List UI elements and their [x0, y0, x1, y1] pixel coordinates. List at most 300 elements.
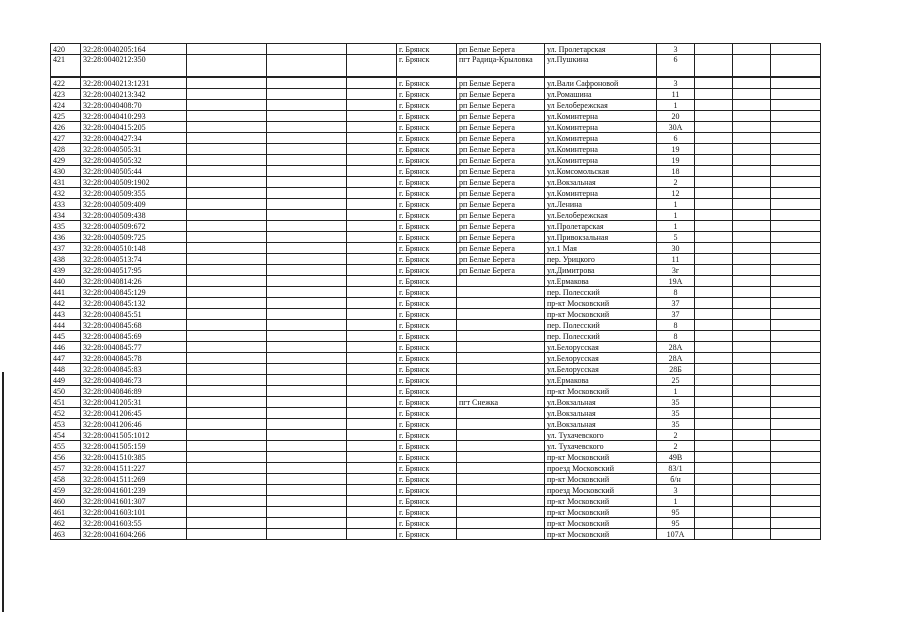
cadastral-number-cell: 32:28:0040845:77	[81, 342, 187, 353]
row-number-cell: 439	[51, 265, 81, 276]
city-cell: г. Брянск	[397, 265, 457, 276]
empty-cell	[267, 210, 347, 221]
empty-cell	[695, 122, 733, 133]
street-cell: пр-кт Московский	[545, 529, 657, 540]
row-number-cell: 435	[51, 221, 81, 232]
empty-cell	[733, 474, 771, 485]
table-row	[51, 100, 821, 111]
city-cell: г. Брянск	[397, 419, 457, 430]
empty-cell	[771, 111, 821, 122]
empty-cell	[733, 111, 771, 122]
house-number-cell: 3	[657, 77, 695, 89]
city-cell: г. Брянск	[397, 166, 457, 177]
house-number-cell: 25	[657, 375, 695, 386]
street-cell: пр-кт Московский	[545, 474, 657, 485]
empty-cell	[267, 441, 347, 452]
street-cell: пр-кт Московский	[545, 507, 657, 518]
city-cell: г. Брянск	[397, 298, 457, 309]
empty-cell	[267, 188, 347, 199]
street-cell: ул.Пролетарская	[545, 221, 657, 232]
house-number-cell: 28А	[657, 342, 695, 353]
property-register-table	[50, 43, 821, 540]
empty-cell	[347, 386, 397, 397]
street-cell: ул.Белобережская	[545, 210, 657, 221]
house-number-cell: 1	[657, 199, 695, 210]
city-cell: г. Брянск	[397, 397, 457, 408]
row-number-cell: 460	[51, 496, 81, 507]
table-row	[51, 507, 821, 518]
empty-cell	[733, 496, 771, 507]
row-number-cell: 426	[51, 122, 81, 133]
empty-cell	[733, 419, 771, 430]
empty-cell	[695, 89, 733, 100]
cadastral-number-cell: 32:28:0040845:69	[81, 331, 187, 342]
row-number-cell: 442	[51, 298, 81, 309]
empty-cell	[695, 254, 733, 265]
empty-cell	[695, 287, 733, 298]
street-cell: ул.Ленина	[545, 199, 657, 210]
house-number-cell: 19А	[657, 276, 695, 287]
empty-cell	[695, 243, 733, 254]
empty-cell	[267, 221, 347, 232]
house-number-cell: 18	[657, 166, 695, 177]
locality-cell	[457, 496, 545, 507]
empty-cell	[733, 188, 771, 199]
street-cell: ул.Коминтерна	[545, 122, 657, 133]
table-row	[51, 232, 821, 243]
cadastral-number-cell: 32:28:0040505:32	[81, 155, 187, 166]
empty-cell	[347, 397, 397, 408]
table-row	[51, 276, 821, 287]
house-number-cell: 8	[657, 320, 695, 331]
city-cell: г. Брянск	[397, 221, 457, 232]
city-cell: г. Брянск	[397, 77, 457, 89]
cadastral-number-cell: 32:28:0041603:55	[81, 518, 187, 529]
city-cell: г. Брянск	[397, 44, 457, 55]
empty-cell	[695, 408, 733, 419]
empty-cell	[267, 408, 347, 419]
house-number-cell: б/н	[657, 474, 695, 485]
city-cell: г. Брянск	[397, 144, 457, 155]
street-cell: ул. Пролетарская	[545, 44, 657, 55]
cadastral-number-cell: 32:28:0040205:164	[81, 44, 187, 55]
city-cell: г. Брянск	[397, 408, 457, 419]
empty-cell	[267, 111, 347, 122]
street-cell: ул.1 Мая	[545, 243, 657, 254]
empty-cell	[267, 155, 347, 166]
row-number-cell: 440	[51, 276, 81, 287]
cadastral-number-cell: 32:28:0040517:95	[81, 265, 187, 276]
empty-cell	[267, 331, 347, 342]
row-number-cell: 428	[51, 144, 81, 155]
empty-cell	[733, 331, 771, 342]
empty-cell	[695, 496, 733, 507]
cadastral-number-cell: 32:28:0040845:51	[81, 309, 187, 320]
empty-cell	[695, 507, 733, 518]
house-number-cell: 1	[657, 210, 695, 221]
table-row	[51, 188, 821, 199]
empty-cell	[771, 331, 821, 342]
locality-cell	[457, 364, 545, 375]
empty-cell	[187, 331, 267, 342]
empty-cell	[267, 166, 347, 177]
street-cell: проезд Московский	[545, 485, 657, 496]
row-number-cell: 421	[51, 55, 81, 78]
cadastral-number-cell: 32:28:0040212:350	[81, 55, 187, 78]
empty-cell	[733, 298, 771, 309]
city-cell: г. Брянск	[397, 485, 457, 496]
table-row	[51, 485, 821, 496]
street-cell: ул.Ермакова	[545, 276, 657, 287]
empty-cell	[695, 463, 733, 474]
locality-cell	[457, 342, 545, 353]
empty-cell	[187, 408, 267, 419]
table-row	[51, 243, 821, 254]
locality-cell	[457, 287, 545, 298]
city-cell: г. Брянск	[397, 353, 457, 364]
empty-cell	[347, 463, 397, 474]
street-cell: ул.Коминтерна	[545, 111, 657, 122]
house-number-cell: 35	[657, 397, 695, 408]
locality-cell	[457, 474, 545, 485]
empty-cell	[771, 518, 821, 529]
empty-cell	[771, 221, 821, 232]
table-row	[51, 298, 821, 309]
empty-cell	[187, 188, 267, 199]
empty-cell	[733, 386, 771, 397]
street-cell: проезд Московский	[545, 463, 657, 474]
empty-cell	[733, 155, 771, 166]
empty-cell	[771, 77, 821, 89]
street-cell: ул.Коминтерна	[545, 144, 657, 155]
empty-cell	[347, 55, 397, 78]
cadastral-number-cell: 32:28:0040505:31	[81, 144, 187, 155]
cadastral-number-cell: 32:28:0041511:227	[81, 463, 187, 474]
street-cell: ул Белобережская	[545, 100, 657, 111]
house-number-cell: 6	[657, 55, 695, 78]
empty-cell	[733, 463, 771, 474]
empty-cell	[347, 529, 397, 540]
row-number-cell: 445	[51, 331, 81, 342]
empty-cell	[695, 419, 733, 430]
table-row	[51, 408, 821, 419]
row-number-cell: 432	[51, 188, 81, 199]
cadastral-number-cell: 32:28:0040509:438	[81, 210, 187, 221]
row-number-cell: 420	[51, 44, 81, 55]
table-row	[51, 199, 821, 210]
empty-cell	[267, 265, 347, 276]
table-row	[51, 342, 821, 353]
empty-cell	[187, 452, 267, 463]
empty-cell	[347, 474, 397, 485]
empty-cell	[733, 122, 771, 133]
empty-cell	[187, 177, 267, 188]
locality-cell	[457, 463, 545, 474]
empty-cell	[187, 111, 267, 122]
house-number-cell: 6	[657, 133, 695, 144]
cadastral-number-cell: 32:28:0040510:148	[81, 243, 187, 254]
house-number-cell: 1	[657, 100, 695, 111]
empty-cell	[187, 44, 267, 55]
house-number-cell: 107А	[657, 529, 695, 540]
table-row	[51, 122, 821, 133]
empty-cell	[733, 353, 771, 364]
city-cell: г. Брянск	[397, 463, 457, 474]
table-row	[51, 353, 821, 364]
house-number-cell: 8	[657, 287, 695, 298]
empty-cell	[733, 265, 771, 276]
empty-cell	[347, 452, 397, 463]
city-cell: г. Брянск	[397, 177, 457, 188]
row-number-cell: 422	[51, 77, 81, 89]
empty-cell	[347, 298, 397, 309]
house-number-cell: 2	[657, 177, 695, 188]
city-cell: г. Брянск	[397, 276, 457, 287]
table-row	[51, 320, 821, 331]
city-cell: г. Брянск	[397, 430, 457, 441]
empty-cell	[733, 529, 771, 540]
house-number-cell: 28Б	[657, 364, 695, 375]
empty-cell	[771, 529, 821, 540]
empty-cell	[695, 133, 733, 144]
city-cell: г. Брянск	[397, 518, 457, 529]
table-row	[51, 518, 821, 529]
locality-cell: рп Белые Берега	[457, 89, 545, 100]
empty-cell	[771, 144, 821, 155]
empty-cell	[347, 320, 397, 331]
empty-cell	[187, 155, 267, 166]
empty-cell	[733, 210, 771, 221]
table-row	[51, 155, 821, 166]
empty-cell	[771, 155, 821, 166]
empty-cell	[267, 77, 347, 89]
empty-cell	[267, 133, 347, 144]
empty-cell	[267, 100, 347, 111]
empty-cell	[695, 474, 733, 485]
empty-cell	[771, 243, 821, 254]
empty-cell	[771, 44, 821, 55]
city-cell: г. Брянск	[397, 529, 457, 540]
house-number-cell: 3	[657, 44, 695, 55]
street-cell: ул.Привокзальная	[545, 232, 657, 243]
locality-cell	[457, 518, 545, 529]
empty-cell	[733, 507, 771, 518]
house-number-cell: 30	[657, 243, 695, 254]
empty-cell	[347, 44, 397, 55]
locality-cell	[457, 441, 545, 452]
empty-cell	[347, 89, 397, 100]
empty-cell	[695, 111, 733, 122]
empty-cell	[267, 298, 347, 309]
empty-cell	[771, 386, 821, 397]
table-row	[51, 430, 821, 441]
city-cell: г. Брянск	[397, 89, 457, 100]
table-row	[51, 144, 821, 155]
house-number-cell: 37	[657, 298, 695, 309]
empty-cell	[187, 144, 267, 155]
table-row	[51, 386, 821, 397]
empty-cell	[347, 133, 397, 144]
street-cell: ул.Димитрова	[545, 265, 657, 276]
street-cell: пер. Полесский	[545, 320, 657, 331]
empty-cell	[733, 133, 771, 144]
table-row	[51, 441, 821, 452]
empty-cell	[733, 232, 771, 243]
row-number-cell: 456	[51, 452, 81, 463]
cadastral-number-cell: 32:28:0041601:239	[81, 485, 187, 496]
table-row	[51, 331, 821, 342]
empty-cell	[347, 254, 397, 265]
empty-cell	[187, 441, 267, 452]
locality-cell: рп Белые Берега	[457, 232, 545, 243]
row-number-cell: 454	[51, 430, 81, 441]
empty-cell	[187, 309, 267, 320]
city-cell: г. Брянск	[397, 342, 457, 353]
city-cell: г. Брянск	[397, 331, 457, 342]
empty-cell	[695, 199, 733, 210]
locality-cell: рп Белые Берега	[457, 210, 545, 221]
empty-cell	[347, 144, 397, 155]
empty-cell	[347, 210, 397, 221]
empty-cell	[695, 188, 733, 199]
street-cell: пр-кт Московский	[545, 496, 657, 507]
cadastral-number-cell: 32:28:0040509:725	[81, 232, 187, 243]
empty-cell	[733, 441, 771, 452]
empty-cell	[267, 89, 347, 100]
city-cell: г. Брянск	[397, 452, 457, 463]
empty-cell	[187, 265, 267, 276]
cadastral-number-cell: 32:28:0041206:46	[81, 419, 187, 430]
street-cell: ул.Ромашина	[545, 89, 657, 100]
empty-cell	[733, 397, 771, 408]
cadastral-number-cell: 32:28:0041505:1012	[81, 430, 187, 441]
table-row	[51, 496, 821, 507]
empty-cell	[187, 397, 267, 408]
empty-cell	[347, 100, 397, 111]
street-cell: пр-кт Московский	[545, 518, 657, 529]
row-number-cell: 429	[51, 155, 81, 166]
empty-cell	[267, 122, 347, 133]
empty-cell	[347, 419, 397, 430]
empty-cell	[267, 55, 347, 78]
empty-cell	[771, 474, 821, 485]
row-number-cell: 449	[51, 375, 81, 386]
street-cell: ул.Вокзальная	[545, 397, 657, 408]
city-cell: г. Брянск	[397, 100, 457, 111]
table-row	[51, 529, 821, 540]
empty-cell	[267, 419, 347, 430]
cadastral-number-cell: 32:28:0040845:78	[81, 353, 187, 364]
table-row	[51, 463, 821, 474]
empty-cell	[347, 309, 397, 320]
empty-cell	[347, 155, 397, 166]
house-number-cell: 19	[657, 155, 695, 166]
empty-cell	[347, 199, 397, 210]
cadastral-number-cell: 32:28:0040505:44	[81, 166, 187, 177]
row-number-cell: 447	[51, 353, 81, 364]
city-cell: г. Брянск	[397, 254, 457, 265]
cadastral-number-cell: 32:28:0040509:409	[81, 199, 187, 210]
house-number-cell: 1	[657, 496, 695, 507]
empty-cell	[347, 77, 397, 89]
city-cell: г. Брянск	[397, 309, 457, 320]
empty-cell	[267, 507, 347, 518]
street-cell: ул.Белорусская	[545, 353, 657, 364]
empty-cell	[695, 375, 733, 386]
city-cell: г. Брянск	[397, 232, 457, 243]
row-number-cell: 450	[51, 386, 81, 397]
empty-cell	[695, 77, 733, 89]
page-margin-line	[2, 372, 4, 612]
table-row	[51, 265, 821, 276]
empty-cell	[267, 496, 347, 507]
empty-cell	[733, 430, 771, 441]
empty-cell	[695, 276, 733, 287]
empty-cell	[187, 364, 267, 375]
empty-cell	[187, 133, 267, 144]
empty-cell	[733, 452, 771, 463]
street-cell: ул.Белорусская	[545, 342, 657, 353]
empty-cell	[187, 232, 267, 243]
street-cell: ул.Коминтерна	[545, 155, 657, 166]
table-row	[51, 44, 821, 55]
cadastral-number-cell: 32:28:0040814:26	[81, 276, 187, 287]
street-cell: пер. Урицкого	[545, 254, 657, 265]
empty-cell	[771, 210, 821, 221]
locality-cell: рп Белые Берега	[457, 133, 545, 144]
row-number-cell: 430	[51, 166, 81, 177]
row-number-cell: 444	[51, 320, 81, 331]
house-number-cell: 2	[657, 441, 695, 452]
table-row	[51, 210, 821, 221]
empty-cell	[733, 364, 771, 375]
empty-cell	[695, 144, 733, 155]
empty-cell	[771, 452, 821, 463]
empty-cell	[347, 485, 397, 496]
locality-cell	[457, 353, 545, 364]
empty-cell	[695, 210, 733, 221]
empty-cell	[771, 265, 821, 276]
table-body	[51, 44, 821, 540]
city-cell: г. Брянск	[397, 243, 457, 254]
cadastral-number-cell: 32:28:0040846:73	[81, 375, 187, 386]
table-row	[51, 166, 821, 177]
empty-cell	[187, 485, 267, 496]
table-row	[51, 452, 821, 463]
empty-cell	[771, 232, 821, 243]
locality-cell	[457, 276, 545, 287]
empty-cell	[347, 375, 397, 386]
house-number-cell: 35	[657, 419, 695, 430]
street-cell: ул.Вокзальная	[545, 408, 657, 419]
empty-cell	[267, 144, 347, 155]
table-row	[51, 77, 821, 89]
locality-cell: рп Белые Берега	[457, 44, 545, 55]
street-cell: пр-кт Московский	[545, 452, 657, 463]
empty-cell	[695, 309, 733, 320]
empty-cell	[187, 210, 267, 221]
cadastral-number-cell: 32:28:0040509:355	[81, 188, 187, 199]
city-cell: г. Брянск	[397, 55, 457, 78]
empty-cell	[695, 298, 733, 309]
row-number-cell: 451	[51, 397, 81, 408]
house-number-cell: 37	[657, 309, 695, 320]
empty-cell	[771, 441, 821, 452]
empty-cell	[733, 254, 771, 265]
street-cell: пр-кт Московский	[545, 309, 657, 320]
locality-cell	[457, 507, 545, 518]
house-number-cell: 8	[657, 331, 695, 342]
